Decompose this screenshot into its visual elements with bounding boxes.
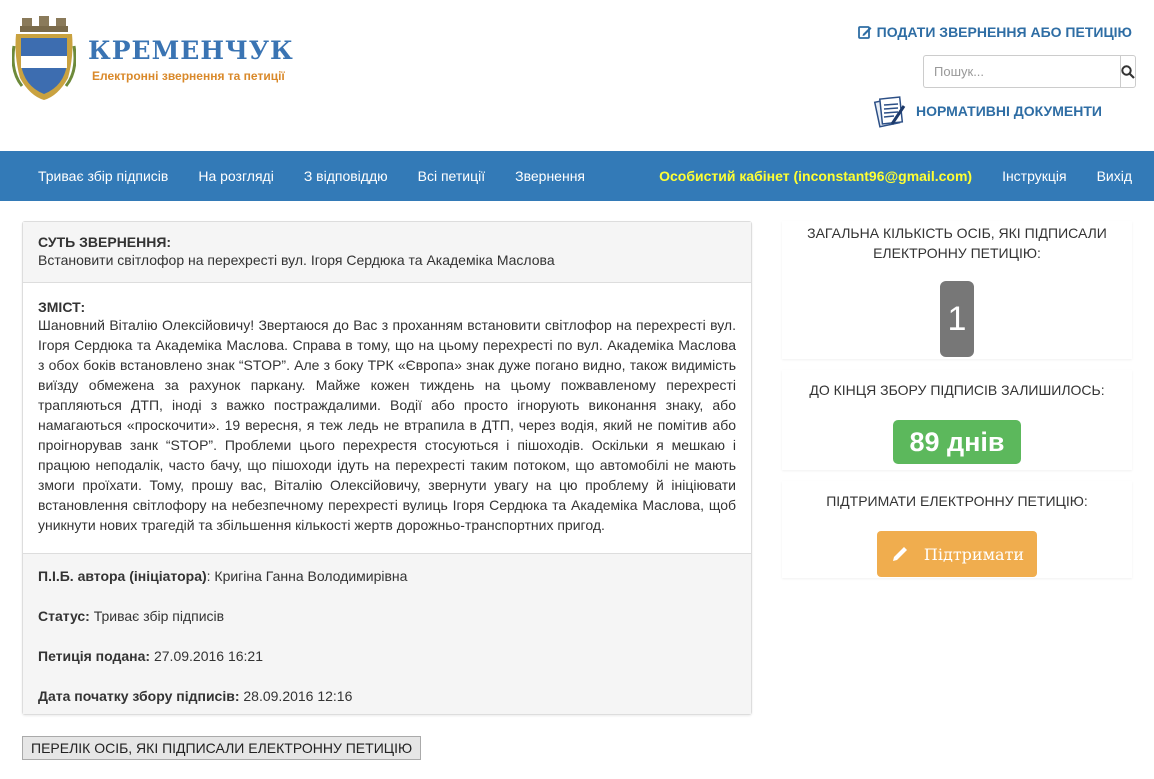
total-signatures-box [782, 221, 1132, 359]
content-label: ЗМІСТ: [38, 299, 86, 315]
nav-left [0, 151, 600, 201]
support-title: ПІДТРИМАТИ ЕЛЕКТРОННУ ПЕТИЦІЮ: [826, 493, 1088, 509]
support-button-label: Підтримати [923, 544, 1025, 564]
search-icon [1121, 65, 1135, 79]
start-row [38, 686, 736, 706]
coat-of-arms-icon [12, 16, 76, 102]
nav-under-review[interactable]: На розгляді [198, 168, 274, 184]
petition-panel [22, 221, 752, 715]
normative-documents-label: НОРМАТИВНІ ДОКУМЕНТИ [915, 103, 1102, 119]
nav-exit[interactable]: Вихід [1096, 168, 1132, 184]
submitted-row [38, 646, 736, 666]
essence-label: СУТЬ ЗВЕРНЕННЯ: [38, 234, 172, 250]
edit-icon [858, 25, 872, 39]
normative-documents-link[interactable] [872, 94, 1102, 128]
header [0, 0, 1154, 151]
brand-name: кременчук [88, 26, 294, 68]
submitted-value: 27.09.2016 16:21 [150, 648, 263, 664]
nav-instruction[interactable]: Інструкція [1002, 168, 1067, 184]
author-label: П.І.Б. автора (ініціатора) [38, 568, 207, 584]
remaining-days-box [782, 370, 1132, 470]
start-label: Дата початку збору підписів: [38, 688, 240, 704]
pencil-icon [890, 544, 910, 564]
nav-all-petitions[interactable]: Всі петиції [417, 168, 486, 184]
search-input[interactable] [923, 55, 1120, 88]
search-form [923, 55, 1132, 88]
brand-subtitle: Електронні звернення та петиції [92, 69, 285, 83]
total-signatures-title: ЗАГАЛЬНА КІЛЬКІСТЬ ОСІБ, ЯКІ ПІДПИСАЛИ ЕЛЕКТРОННУ ПЕТИЦІЮ: [807, 225, 1107, 261]
content-text: Шановний Віталію Олексійовичу! Звертаюся до Вас з проханням встановити світлофор на перехресті вул. Ігоря Сердюка та Академіка Маслова. Справа в тому, що на цьому перехресті по вул. Академіка Маслова з обох боків встановлено знак “STOP”. Але з боку ТРК «Європа» знак дуже погано видно, також видимість виїзду обмежена за рахунок паркану. Майже кожен тиждень на цьому пожвавленому перехресті трапляються ДТП, іноді з важко постраждалими. Водії або просто ігнорують виконання знаку, або намагаються «проскочити». 19 вересня, я теж ледь не втрапила в ДТП, через водія, який не помітив або проігнорував занк “STOP”. Проблеми цього перехрестя стосуються і пішоходів. Оскільки я мешкаю і працюю неподалік, часто бачу, що пішоходи ідуть на перехресті таким потоком, що автомобілі не мають змоги проїхати. Тому, прошу вас, Віталію Олексійовичу, звернути увагу на цю проблему й ініціювати встановлення світлофору на небезпечному перехресті вулиць Ігоря Сердюка та Академіка Маслова, щоб уникнути нових трагедій та збільшення кількості жертв дорожньо-транспортних пригод. [38, 317, 736, 533]
petition-essence [23, 222, 751, 283]
submit-petition-link[interactable] [858, 24, 1132, 40]
petition-meta [23, 554, 751, 714]
status-value: Триває збір підписів [89, 608, 225, 624]
petition-content [23, 283, 751, 554]
remaining-days-badge: 89 днів [893, 420, 1021, 464]
start-value: 28.09.2016 12:16 [239, 688, 353, 704]
submit-petition-label: ПОДАТИ ЗВЕРНЕННЯ АБО ПЕТИЦІЮ [876, 24, 1132, 40]
site-logo[interactable] [12, 16, 294, 102]
remaining-days-title: ДО КІНЦЯ ЗБОРУ ПІДПИСІВ ЗАЛИШИЛОСЬ: [809, 382, 1105, 398]
nav-appeals[interactable]: Звернення [515, 168, 586, 184]
documents-icon [872, 94, 906, 128]
nav-answered[interactable]: З відповіддю [303, 168, 388, 184]
support-button[interactable] [877, 531, 1037, 577]
main-navbar [0, 151, 1154, 201]
author-row [38, 566, 736, 586]
author-value: : Кригіна Ганна Володимирівна [206, 568, 408, 584]
signers-list-button[interactable]: ПЕРЕЛІК ОСІБ, ЯКІ ПІДПИСАЛИ ЕЛЕКТРОННУ ПЕТИЦІЮ [22, 736, 421, 760]
essence-text: Встановити світлофор на перехресті вул. Ігоря Сердюка та Академіка Маслова [38, 252, 555, 268]
signature-count-badge: 1 [940, 281, 974, 357]
support-box [782, 481, 1132, 578]
brand [88, 27, 294, 83]
nav-collecting[interactable]: Триває збір підписів [38, 168, 169, 184]
search-button[interactable] [1120, 55, 1136, 88]
status-row [38, 606, 736, 626]
submitted-label: Петиція подана: [38, 648, 151, 664]
nav-personal-cabinet[interactable]: Особистий кабінет (inconstant96@gmail.com) [659, 168, 973, 184]
status-label: Статус: [38, 608, 90, 624]
nav-right [644, 151, 1154, 201]
